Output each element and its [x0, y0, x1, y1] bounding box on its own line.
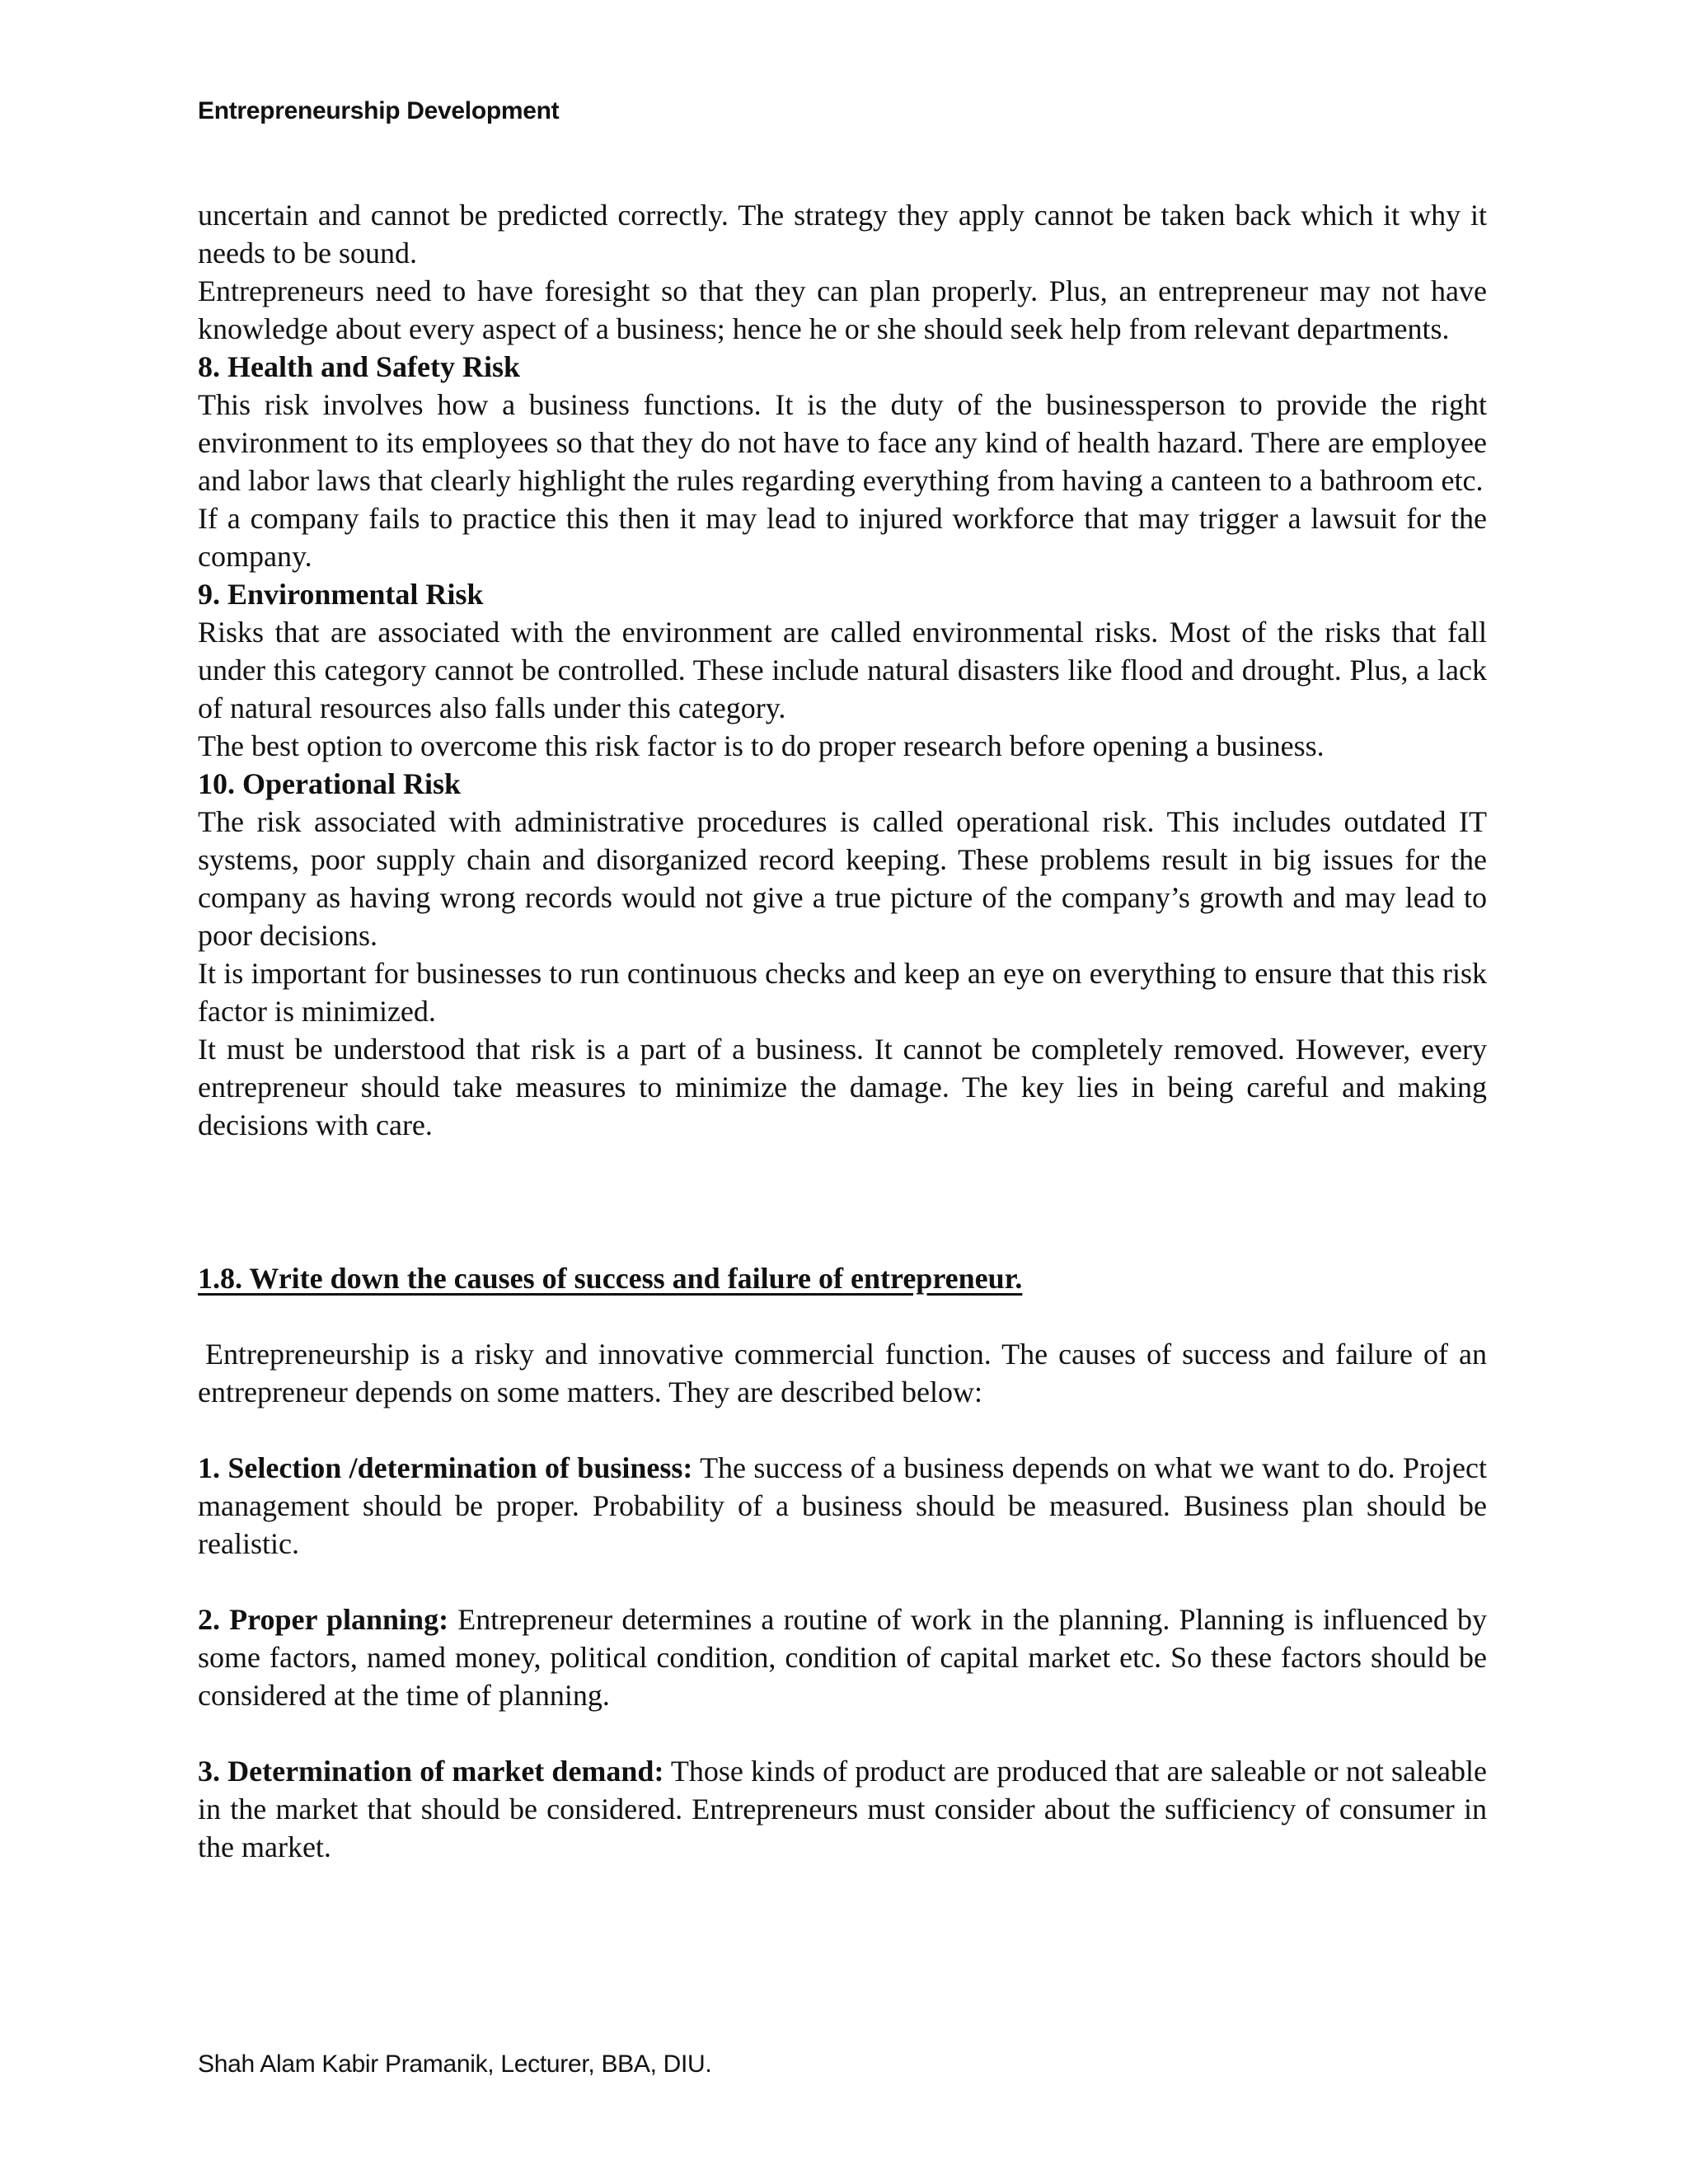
page-footer: Shah Alam Kabir Pramanik, Lecturer, BBA, DIU.	[198, 2050, 712, 2078]
cause-item	[198, 1601, 1487, 1714]
heading-health-safety-risk: 8. Health and Safety Risk	[198, 350, 521, 383]
heading-environmental-risk: 9. Environmental Risk	[198, 578, 484, 611]
cause-text: Entrepreneur determines a routine of work in the planning. Planning is influenced by some factors, named money, political condition, condition of capital market etc. So these factors should be considered at the time of planning.	[198, 1603, 1487, 1712]
paragraph-operational-3: It must be understood that risk is a part of a business. It cannot be completely removed. However, every entrepreneur should take measures to minimize the damage. The key lies in being careful and making decisions with care.	[198, 1033, 1487, 1141]
paragraph-foresight: Entrepreneurs need to have foresight so that they can plan properly. Plus, an entrepreneur may not have knowledge about every aspect of a business; hence he or she should seek help from relevant departments.	[198, 274, 1487, 345]
paragraph-continuation: uncertain and cannot be predicted correctly. The strategy they apply cannot be taken back which it why it needs to be sound.	[198, 199, 1487, 269]
paragraph-operational-1: The risk associated with administrative procedures is called operational risk. This includes outdated IT systems, poor supply chain and disorganized record keeping. These problems result in big issues for the company as having wrong records would not give a true picture of the company’s growth and may lead to poor decisions.	[198, 805, 1487, 952]
cause-text: The success of a business depends on what we want to do. Project management should be proper. Probability of a business should be measured. Business plan should be realistic.	[198, 1451, 1487, 1560]
cause-item	[198, 1449, 1487, 1563]
cause-item	[198, 1752, 1487, 1866]
paragraph-health-safety-1: This risk involves how a business functions. It is the duty of the businessperson to provide the right environment to its employees so that they do not have to face any kind of health hazard. There are employee and labor laws that clearly highlight the rules regarding everything from having a canteen to a bathroom etc.	[198, 388, 1487, 497]
cause-term: 1. Selection /determination of business:	[198, 1451, 693, 1484]
cause-term: 3. Determination of market demand:	[198, 1755, 664, 1788]
paragraph-health-safety-2: If a company fails to practice this then it may lead to injured workforce that may trigger a lawsuit for the company.	[198, 502, 1487, 573]
cause-term: 2. Proper planning:	[198, 1603, 449, 1636]
section-title: 1.8. Write down the causes of success and failure of entrepreneur.	[198, 1262, 1023, 1295]
cause-text: Those kinds of product are produced that are saleable or not saleable in the market that should be considered. Entrepreneurs must consider about the sufficiency of consumer in the market.	[198, 1755, 1487, 1863]
heading-operational-risk: 10. Operational Risk	[198, 767, 462, 800]
page-header: Entrepreneurship Development	[198, 97, 560, 124]
section-lead: Entrepreneurship is a risky and innovative commercial function. The causes of success and failure of an entrepreneur depends on some matters. They are described below:	[198, 1338, 1487, 1408]
paragraph-environmental-1: Risks that are associated with the environment are called environmental risks. Most of the risks that fall under this category cannot be controlled. These include natural disasters like flood and drought. Plus, a lack of natural resources also falls under this category.	[198, 616, 1487, 724]
document-body	[198, 196, 1487, 1866]
paragraph-environmental-2: The best option to overcome this risk factor is to do proper research before opening a business.	[198, 729, 1325, 762]
paragraph-operational-2: It is important for businesses to run continuous checks and keep an eye on everything to ensure that this risk factor is minimized.	[198, 957, 1487, 1028]
